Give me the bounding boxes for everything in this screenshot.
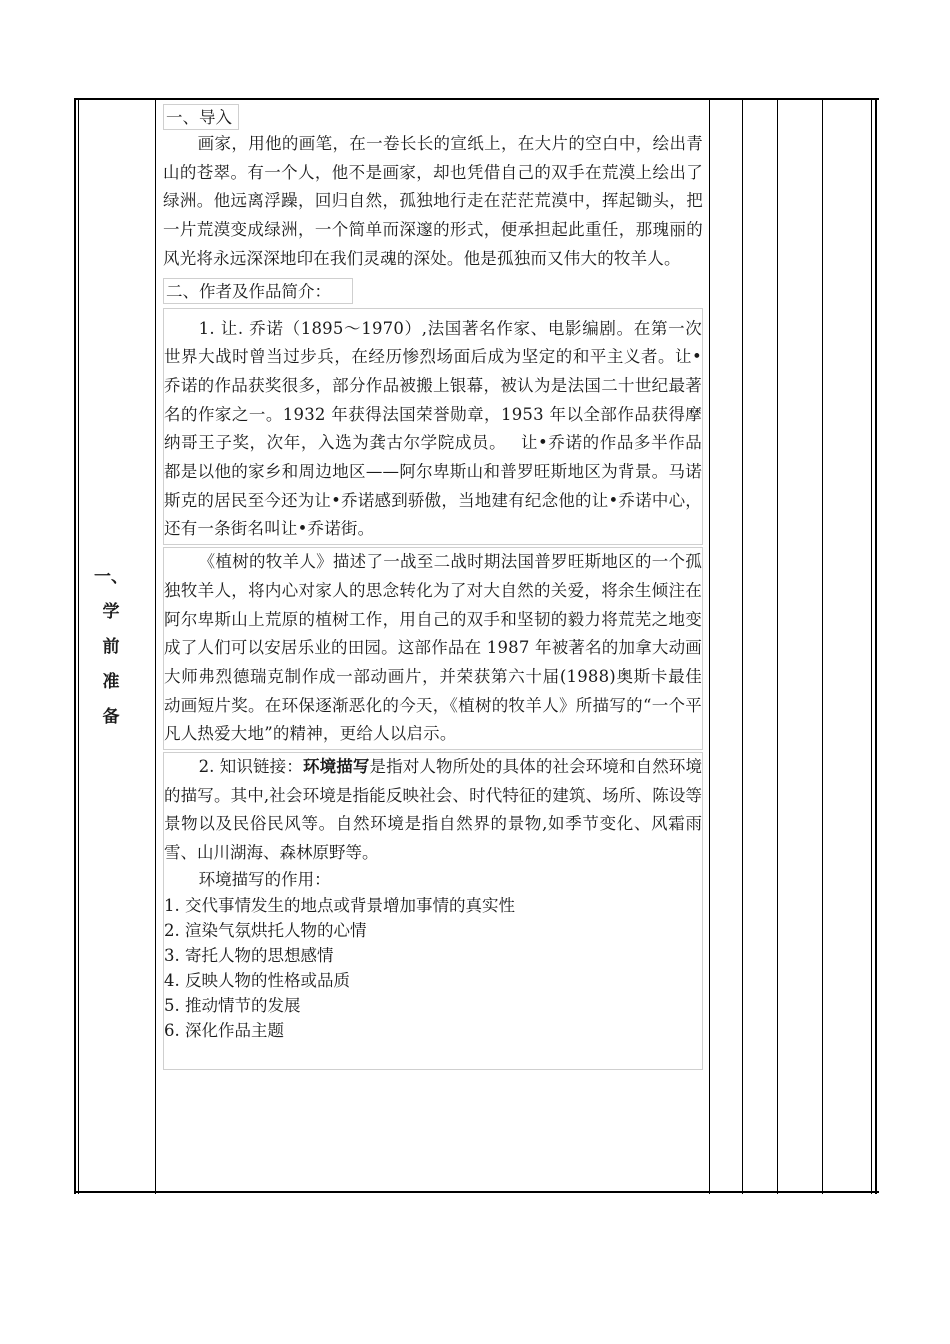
section-label-char: 备 (102, 707, 120, 727)
knowledge-paragraph (164, 753, 702, 867)
column-divider-label (155, 98, 156, 1194)
table-border-bottom (74, 1191, 879, 1193)
column-divider-content (709, 98, 710, 1194)
lesson-content (163, 104, 703, 1070)
work-paragraph: 《植树的牧羊人》描述了一战至二战时期法国普罗旺斯地区的一个孤独牧羊人，将内心对家人的思念转化为了对大自然的关爱，将余生倾注在阿尔卑斯山上荒原的植树工作，用自己的双手和坚韧的毅力将荒芜之地变成了人们可以安居乐业的田园。这部作品在 1987 年被著名的加拿大动画大师弗烈德瑞克制作成一部动画片，并荣获第六十届(1988)奥斯卡最佳动画短片奖。在环保逐渐恶化的今天，《植树的牧羊人》所描写的“一个平凡人热爱大地”的精神，更给人以启示。 (164, 552, 702, 744)
section-label-char: 学 (102, 602, 120, 622)
section-label-char: 准 (102, 672, 120, 692)
author-paragraph: 1. 让. 乔诺（1895～1970）,法国著名作家、电影编剧。在第一次世界大战时曾当过步兵，在经历惨烈场面后成为坚定的和平主义者。让•乔诺的作品获奖很多，部分作品被搬上银幕，被认为是法国二十世纪最著名的作家之一。1932 年获得法国荣誉勋章，1953 年以全部作品获得摩纳哥王子奖，次年，入选为龚古尔学院成员。 让•乔诺的作品多半作品都是以他的家乡和周边地区——阿尔卑斯山和普罗旺斯地区为背景。马诺斯克的居民至今还为让•乔诺感到骄傲，当地建有纪念他的让•乔诺中心，还有一条街名叫让•乔诺街。 (164, 318, 702, 539)
section-label-pre-class-prep (86, 560, 136, 735)
table-border-left-inner (78, 98, 79, 1194)
intro-paragraph: 画家，用他的画笔，在一卷长长的宣纸上，在大片的空白中，绘出青山的苍翠。有一个人，他不是画家，却也凭借自己的双手在荒漠上绘出了绿洲。他远离浮躁，回归自然，孤独地行走在茫茫荒漠中，挥起锄头，把一片荒漠变成绿洲，一个简单而深邃的形式，便承担起此重任，那瑰丽的风光将永远深深地印在我们灵魂的深处。他是孤独而又伟大的牧羊人。 (163, 134, 703, 268)
intro-heading: 一、导入 (163, 104, 239, 130)
knowledge-definition: 是指对人物所处的具体的社会环境和自然环境的描写。其中,社会环境是指能反映社会、时代特征的建筑、场所、陈设等景物以及民俗民风等。自然环境是指自然界的景物,如季节变化、风霜雨雪、山川湖海、森林原野等。 (164, 757, 703, 862)
list-item: 2. 渲染气氛烘托人物的心情 (164, 921, 367, 941)
table-border-left-outer (74, 98, 76, 1194)
table-border-right-inner (871, 98, 872, 1194)
list-item: 1. 交代事情发生的地点或背景增加事情的真实性 (164, 896, 515, 916)
list-item: 5. 推动情节的发展 (164, 996, 301, 1016)
section-label-char: 前 (102, 637, 120, 657)
work-intro-block (163, 547, 703, 750)
list-item: 6. 深化作品主题 (164, 1021, 284, 1041)
knowledge-term: 环境描写 (302, 757, 370, 777)
table-border-top (74, 98, 879, 100)
author-intro-block (163, 308, 703, 546)
list-item: 4. 反映人物的性格或品质 (164, 971, 350, 991)
function-list-title: 环境描写的作用： (198, 870, 331, 890)
column-divider-5 (822, 98, 823, 1194)
list-item: 3. 寄托人物的思想感情 (164, 946, 334, 966)
knowledge-prefix: 2. 知识链接： (198, 757, 303, 777)
function-list (164, 893, 702, 1043)
column-divider-4 (777, 98, 778, 1194)
table-border-right-outer (875, 98, 877, 1194)
author-heading: 二、作者及作品简介： (163, 278, 353, 304)
column-divider-3 (742, 98, 743, 1194)
knowledge-link-block (163, 752, 703, 1070)
section-label-char: 一、 (94, 567, 128, 587)
